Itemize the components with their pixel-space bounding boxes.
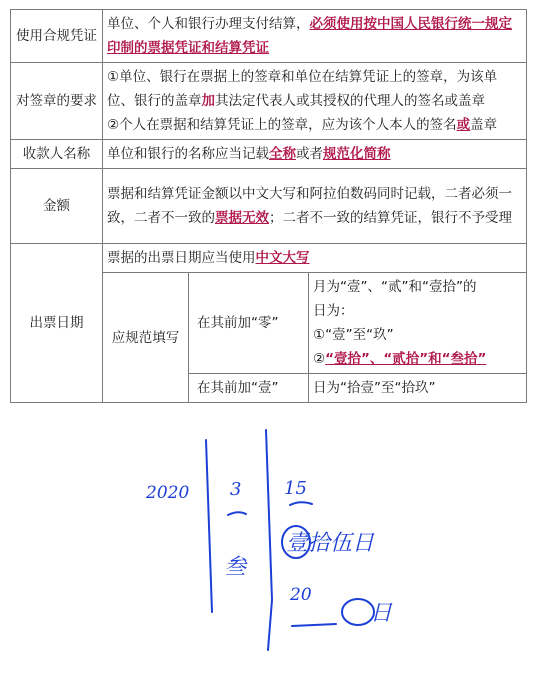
label-prefix-one: 在其前加“壹” bbox=[189, 374, 309, 403]
underline-month bbox=[228, 512, 246, 515]
emphasis-text: 票据无效 bbox=[215, 210, 269, 226]
emphasis-text: 规范化简称 bbox=[323, 146, 391, 162]
text-part: ②个人在票据和结算凭证上的签章，应为该个人本人的签名 bbox=[107, 117, 457, 133]
text-line: ①“壹”至“玖” bbox=[313, 327, 394, 343]
text-part: 单位和银行的名称应当记载 bbox=[107, 146, 269, 162]
divider-line-right bbox=[266, 430, 272, 650]
underline-day bbox=[290, 502, 312, 505]
text-part: 单位、个人和银行办理支付结算， bbox=[107, 16, 310, 32]
text-part: ；二者不一致的结算凭证，银行不予受理 bbox=[269, 210, 512, 226]
text-part: 其法定代表人或其授权的代理人的签名或盖章 bbox=[215, 93, 485, 109]
emphasis-text: 中文大写 bbox=[255, 250, 310, 266]
label-prefix-zero: 在其前加“零” bbox=[189, 273, 309, 374]
hw-day-a-cn: 壹拾伍日 bbox=[286, 531, 375, 556]
label-signature-requirements: 对签章的要求 bbox=[11, 63, 103, 140]
emphasis-text: 加 bbox=[201, 93, 215, 109]
label-compliant-vouchers: 使用合规凭证 bbox=[11, 10, 103, 63]
hw-day-b-cn: 日 bbox=[370, 601, 393, 626]
emphasis-text: 或 bbox=[456, 117, 471, 133]
hw-day-a: 15 bbox=[284, 478, 307, 499]
text-part: 票据和结算凭证金额以中文大写和阿拉伯数码同时记载，二者必须一致，二者不一致的 bbox=[107, 186, 512, 226]
text-line: 月为“壹”、“贰”和“壹拾”的 bbox=[313, 279, 477, 295]
text-line: 日为： bbox=[313, 303, 354, 319]
emphasis-text: 必须使用按中国人民银行统一规定印制的票据凭证和结算凭证 bbox=[107, 16, 512, 56]
hw-day-b: 20 bbox=[290, 585, 312, 605]
dash-mark bbox=[292, 624, 336, 626]
label-amount: 金额 bbox=[11, 169, 103, 244]
divider-line-left bbox=[206, 440, 212, 612]
hw-month: 3 bbox=[230, 479, 242, 500]
text-part: 票据的出票日期应当使用 bbox=[107, 250, 256, 266]
emphasis-text: “壹拾”、“贰拾”和“叁拾” bbox=[325, 351, 487, 367]
hw-year: 2020 bbox=[146, 483, 190, 503]
label-issue-date: 出票日期 bbox=[11, 244, 103, 403]
emphasis-text: 全称 bbox=[269, 146, 296, 162]
text-part: ①单位、银行在票据上的签章和单位在结算凭证上的签章，为该单位、银行的盖章 bbox=[107, 69, 498, 109]
text-part: 或者 bbox=[296, 146, 323, 162]
text-part: ② bbox=[313, 351, 326, 367]
text-part: 盖章 bbox=[470, 117, 498, 133]
text-prefix-one: 日为“拾壹”至“拾玖” bbox=[309, 374, 527, 403]
hw-month-cn: 叁 bbox=[224, 555, 247, 580]
label-payee-name: 收款人名称 bbox=[11, 140, 103, 169]
label-standard-fill: 应规范填写 bbox=[103, 273, 189, 403]
